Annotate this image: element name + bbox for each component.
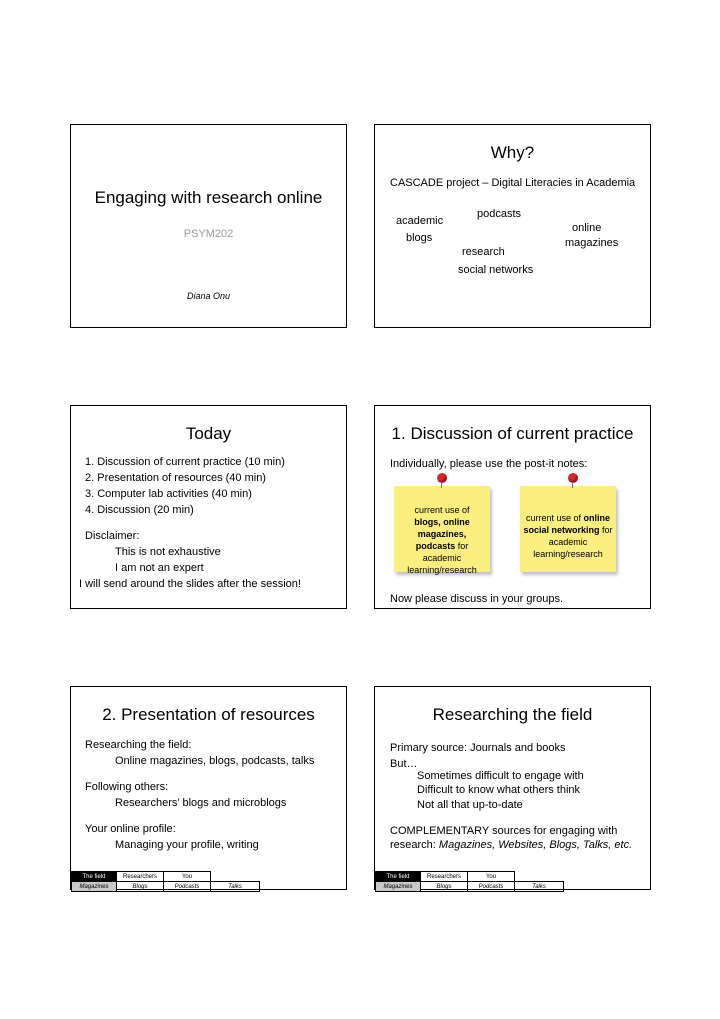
complementary-prefix: research: [390, 839, 439, 851]
postit-line: current use of [414, 505, 470, 515]
disclaimer-line: I am not an expert [115, 562, 204, 574]
nav-subtab-podcasts[interactable]: Podcasts [163, 881, 211, 892]
nav-subtab-magazines[interactable]: Magazines [71, 881, 117, 892]
section-heading: Following others: [85, 781, 169, 793]
nav-subtab-talks[interactable]: Talks [210, 881, 260, 892]
nav-subtab-podcasts[interactable]: Podcasts [467, 881, 515, 892]
section-detail: Researchers’ blogs and microblogs [115, 797, 287, 809]
but-text: But… [390, 758, 418, 770]
complementary-list: Magazines, Websites, Blogs, Talks, etc. [438, 839, 633, 851]
postit-line: blogs, online [414, 517, 470, 527]
slide-resources [70, 686, 347, 890]
section-navbar [375, 871, 563, 892]
word-research: research [462, 246, 505, 258]
closing-instruction: Now please discuss in your groups. [390, 593, 564, 605]
pushpin-icon [437, 473, 447, 483]
slide-heading: Researching the field [432, 705, 593, 724]
slide-today [70, 405, 347, 609]
slide-why [374, 124, 651, 328]
postit-line: podcasts for [415, 541, 469, 551]
word-blogs: blogs [406, 232, 433, 244]
instruction-text: Individually, please use the post-it notes: [390, 458, 588, 470]
pushpin-icon [568, 473, 578, 483]
section-detail: Online magazines, blogs, podcasts, talks [115, 755, 315, 767]
postit-line: learning/research [533, 549, 603, 559]
closing-note: I will send around the slides after the session! [79, 578, 301, 590]
postit-line: academic [422, 553, 462, 563]
author-name: Diana Onu [186, 291, 231, 301]
nav-tab-field[interactable]: The field [71, 871, 117, 882]
primary-source: Primary source: Journals and books [390, 742, 566, 754]
point-line: Not all that up-to-date [417, 799, 523, 811]
slide-heading: Today [185, 424, 232, 443]
course-code: PSYM202 [183, 228, 234, 240]
postit-note-blogs [394, 486, 490, 575]
word-social-networks: social networks [458, 264, 534, 276]
complementary-line: COMPLEMENTARY sources for engaging with [390, 825, 618, 837]
nav-subtab-blogs[interactable]: Blogs [420, 881, 468, 892]
word-podcasts: podcasts [477, 208, 522, 220]
word-magazines: magazines [565, 237, 619, 249]
point-line: Sometimes difficult to engage with [417, 770, 584, 782]
slide-title-heading: Engaging with research online [94, 188, 323, 207]
section-heading: Researching the field: [85, 739, 192, 751]
agenda-item: 4. Discussion (20 min) [85, 504, 194, 516]
postit-note-social [520, 486, 616, 572]
nav-tab-you[interactable]: You [467, 871, 515, 882]
slide-researching-field [374, 686, 651, 890]
nav-subtab-magazines[interactable]: Magazines [375, 881, 421, 892]
nav-subtab-blogs[interactable]: Blogs [116, 881, 164, 892]
agenda-item: 1. Discussion of current practice (10 min) [85, 456, 285, 468]
nav-tab-researchers[interactable]: Researchers [116, 871, 164, 882]
nav-tab-researchers[interactable]: Researchers [420, 871, 468, 882]
section-heading: Your online profile: [85, 823, 176, 835]
slide-heading: Why? [490, 143, 535, 162]
agenda-item: 3. Computer lab activities (40 min) [85, 488, 252, 500]
section-navbar [71, 871, 259, 892]
slide-heading: 1. Discussion of current practice [391, 424, 634, 443]
slide-heading: 2. Presentation of resources [102, 705, 315, 724]
postit-line: learning/research [407, 565, 477, 575]
disclaimer-heading: Disclaimer: [85, 530, 140, 542]
point-line: Difficult to know what others think [417, 784, 581, 796]
slide-title [70, 124, 347, 328]
project-line: CASCADE project – Digital Literacies in Academia [390, 177, 636, 189]
postit-line: magazines, [417, 529, 467, 539]
nav-tab-field[interactable]: The field [375, 871, 421, 882]
complementary-line-2 [390, 839, 632, 851]
word-academic: academic [396, 215, 444, 227]
disclaimer-line: This is not exhaustive [115, 546, 221, 558]
nav-tab-you[interactable]: You [163, 871, 211, 882]
postit-line: social networking for [523, 525, 613, 535]
section-detail: Managing your profile, writing [115, 839, 259, 851]
nav-subtab-talks[interactable]: Talks [514, 881, 564, 892]
agenda-item: 2. Presentation of resources (40 min) [85, 472, 266, 484]
postit-line: academic [548, 537, 588, 547]
postit-line: current use of online [525, 513, 611, 523]
slide-discussion [374, 405, 651, 609]
word-online: online [572, 222, 602, 234]
